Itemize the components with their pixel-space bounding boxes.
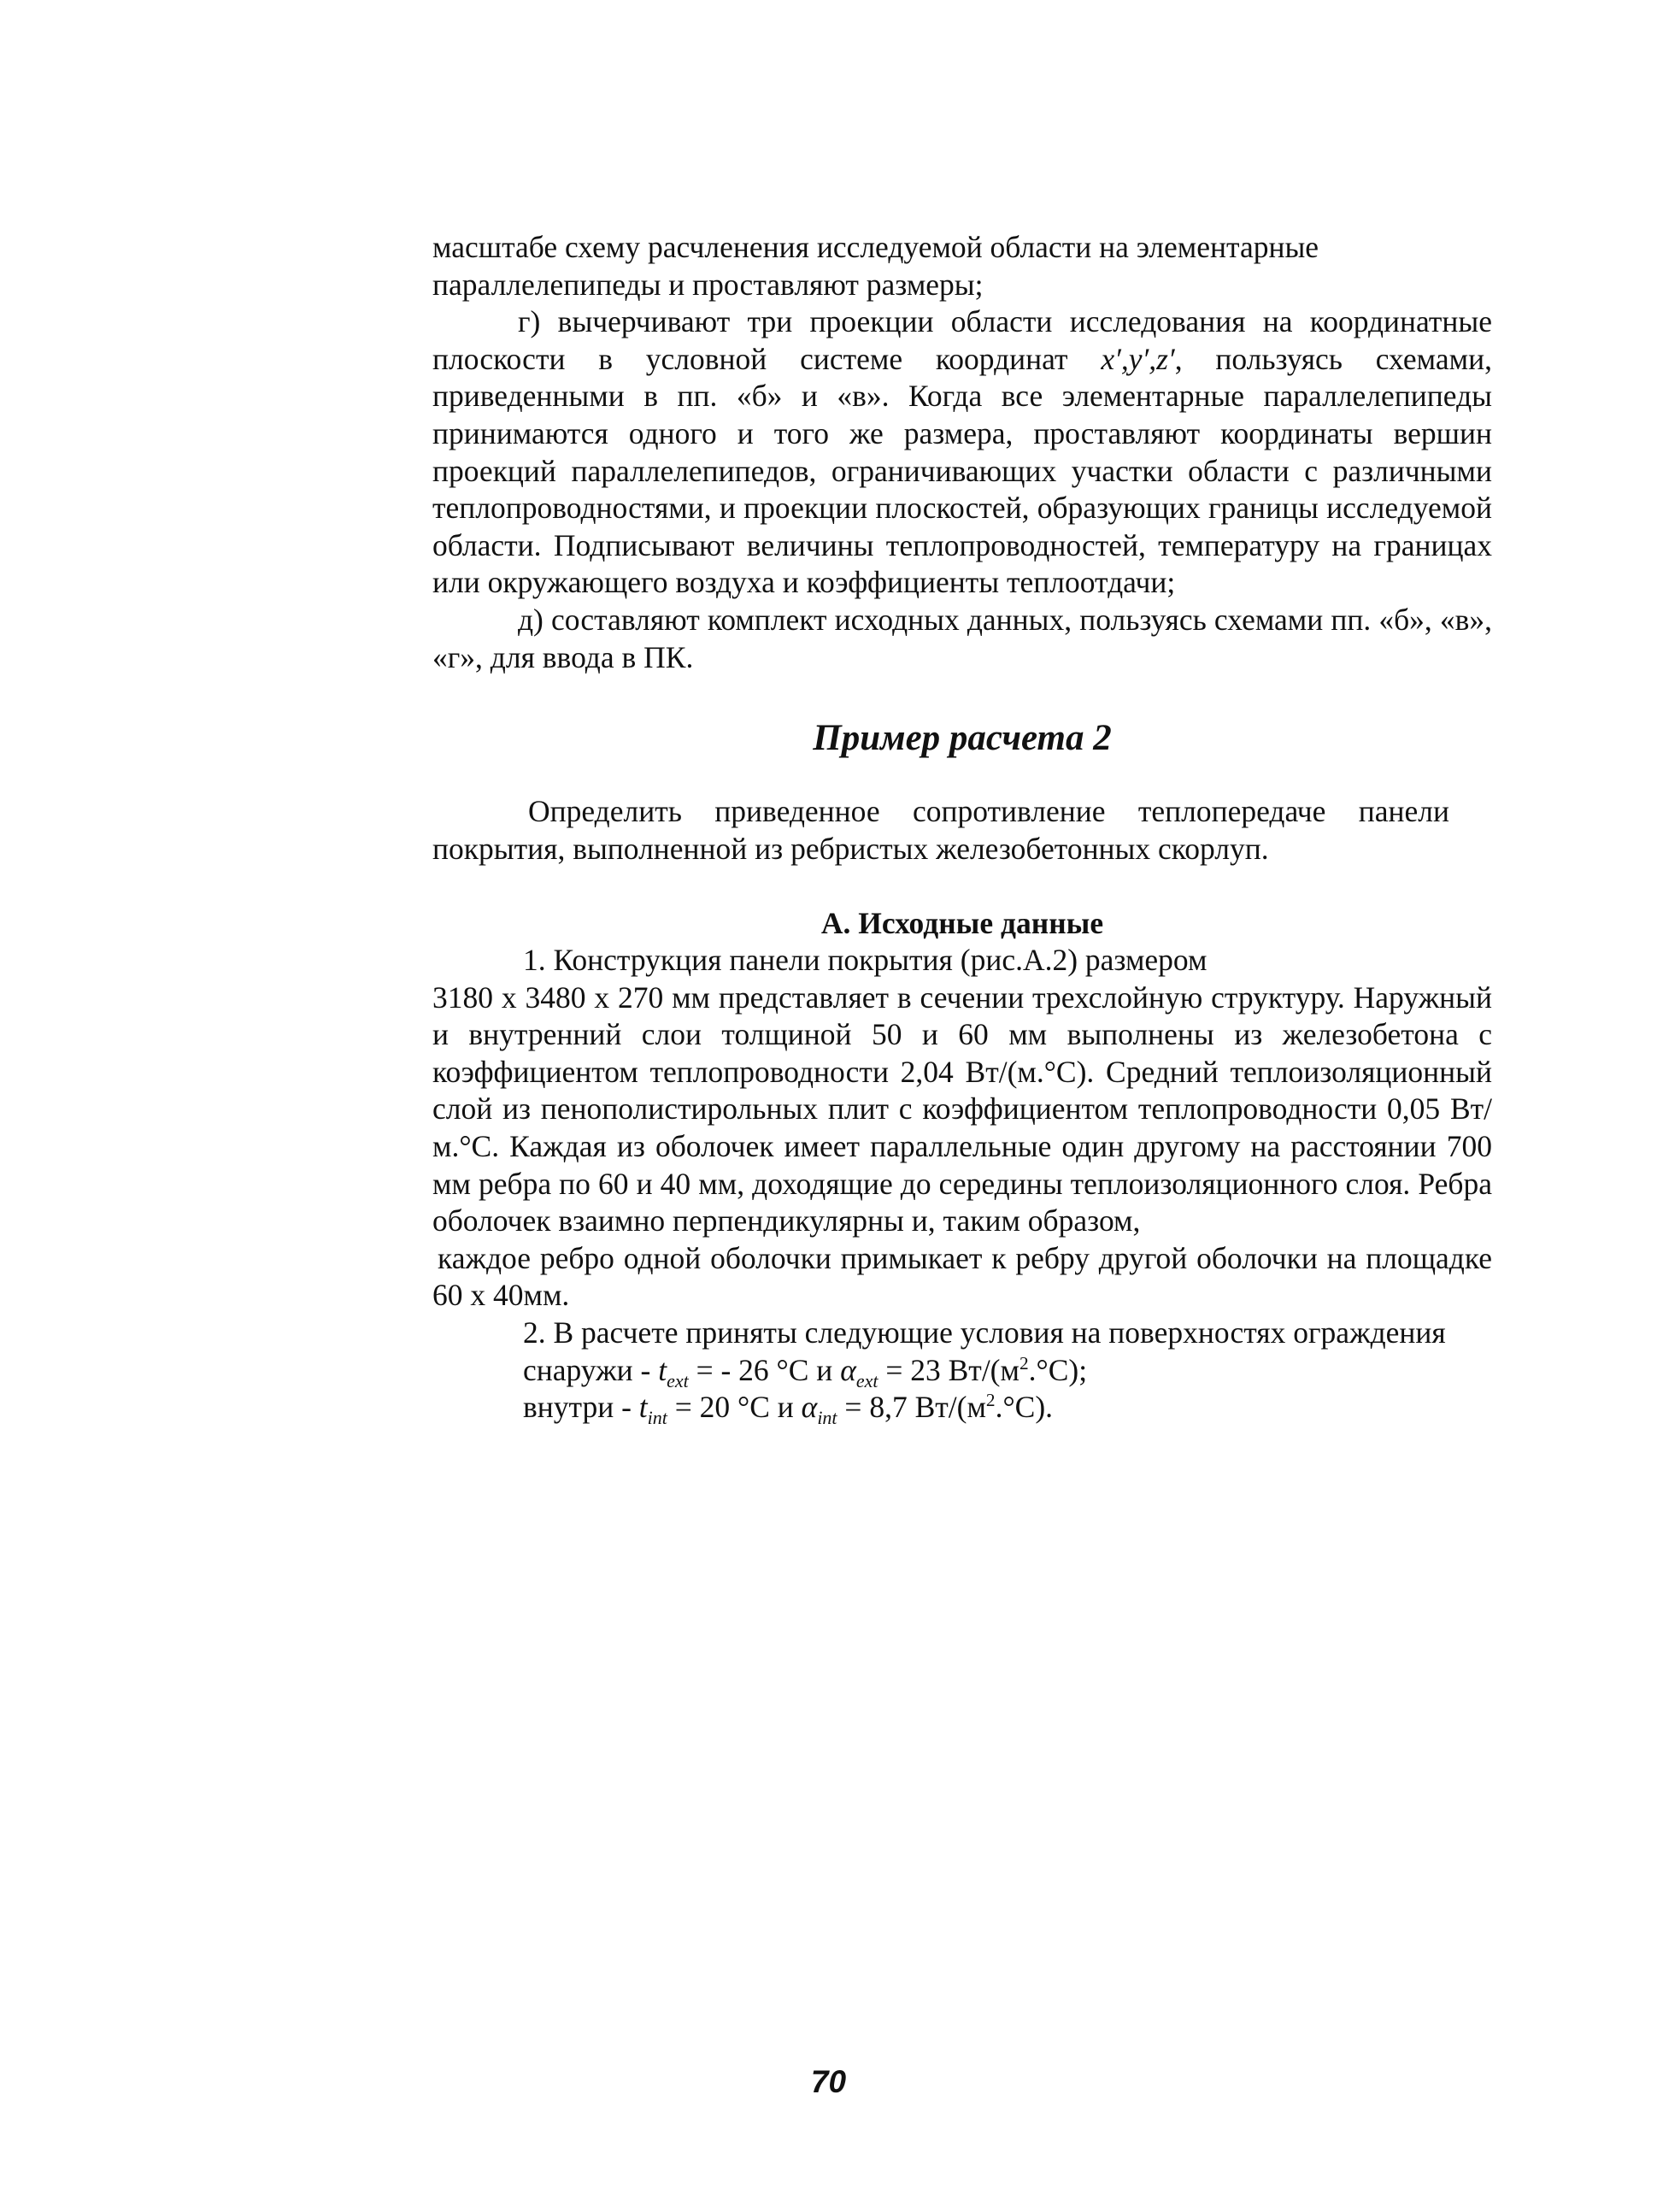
t-int-subscript: int	[647, 1407, 667, 1429]
t-int-symbol: t	[638, 1390, 648, 1425]
t-int-value: = 20 °С и	[674, 1390, 794, 1425]
source-data-block	[432, 942, 1492, 1427]
alpha-ext-unit-tail: .°С);	[1028, 1352, 1088, 1387]
inside-conditions	[432, 1389, 1492, 1427]
task-line-2: покрытия, выполненной из ребристых железобетонных скорлуп.	[432, 831, 1269, 866]
data-item-1-first-line: 1. Конструкция панели покрытия (рис.А.2) размером	[523, 943, 1207, 977]
item-g-text-before: г) вычерчивают три проекции области исследования на координатные плоскости в условной системе координат	[432, 304, 1492, 376]
data-item-1-body: 3180 х 3480 х 270 мм представляет в сечении трехслойную структуру. Наружный и внутренний слои толщиной 50 и 60 мм выполнены из железобетона с коэффициентом теплопроводности 2,04 Вт/(м.°С). Средний теплоизоляционный слой из пенополистирольных плит с коэффициентом теплопроводности 0,05 Вт/м.°С. Каждая из оболочек имеет параллельные один другому на расстоянии 700 мм ребра по 60 и 40 мм, доходящие до середины теплоизоляционного слоя. Ребра оболочек взаимно перпендикулярны и, таким образом,	[432, 980, 1492, 1238]
example-heading: Пример расчета 2	[813, 718, 1112, 758]
task-block	[432, 793, 1449, 868]
item-g-coordinates: x′,y′,z′	[1101, 341, 1175, 376]
continuation-line-1: масштабе схему расчленения исследуемой области на элементарные	[432, 230, 1319, 264]
section-heading: А. Исходные данные	[820, 906, 1104, 940]
task-line-1: Определить приведенное сопротивление теплопередаче панели	[528, 794, 1449, 828]
continuation-block	[432, 229, 1492, 676]
outside-conditions	[432, 1352, 1492, 1390]
t-ext-symbol: t	[658, 1352, 667, 1387]
page-number: 70	[810, 2064, 847, 2099]
item-d-paragraph: д) составляют комплект исходных данных, пользуясь схемами пп. «б», «в», «г», для ввода в ПК.	[432, 602, 1492, 674]
data-item-2-first-line: 2. В расчете приняты следующие условия на поверхностях ограждения	[523, 1315, 1446, 1350]
alpha-int-value: = 8,7 Вт/(м	[844, 1390, 986, 1425]
square-superscript-2: 2	[985, 1390, 996, 1411]
t-ext-value: = - 26 °С и	[696, 1352, 833, 1387]
item-g-text-after: , пользуясь схемами, приведенными в пп. «б» и «в». Когда все элементарные параллелепипеды принимаются одного и того же размера, проставляют координаты вершин проекций параллелепипедов, ограничивающих участки области с различными теплопроводностями, и проекции плоскостей, образующих границы исследуемой области. Подписывают величины теплопроводностей, температуру на границах или окружающего воздуха и коэффициенты теплоотдачи;	[432, 341, 1492, 600]
square-superscript: 2	[1019, 1352, 1029, 1374]
alpha-ext-symbol: α	[840, 1352, 856, 1387]
alpha-int-unit-tail: .°С).	[995, 1390, 1054, 1425]
item-g-paragraph	[432, 303, 1492, 602]
data-item-1-tail: каждое ребро одной оболочки примыкает к ребру другой оболочки на площадке 60 х 40мм.	[432, 1240, 1492, 1313]
alpha-int-subscript: int	[817, 1407, 837, 1429]
t-ext-subscript: ext	[667, 1369, 689, 1391]
alpha-ext-value: = 23 Вт/(м	[885, 1352, 1019, 1387]
alpha-ext-subscript: ext	[855, 1369, 878, 1391]
alpha-int-symbol: α	[801, 1390, 818, 1425]
outside-label: снаружи -	[523, 1352, 651, 1387]
inside-label: внутри -	[523, 1390, 632, 1425]
continuation-line-2: параллелепипеды и проставляют размеры;	[432, 267, 984, 302]
